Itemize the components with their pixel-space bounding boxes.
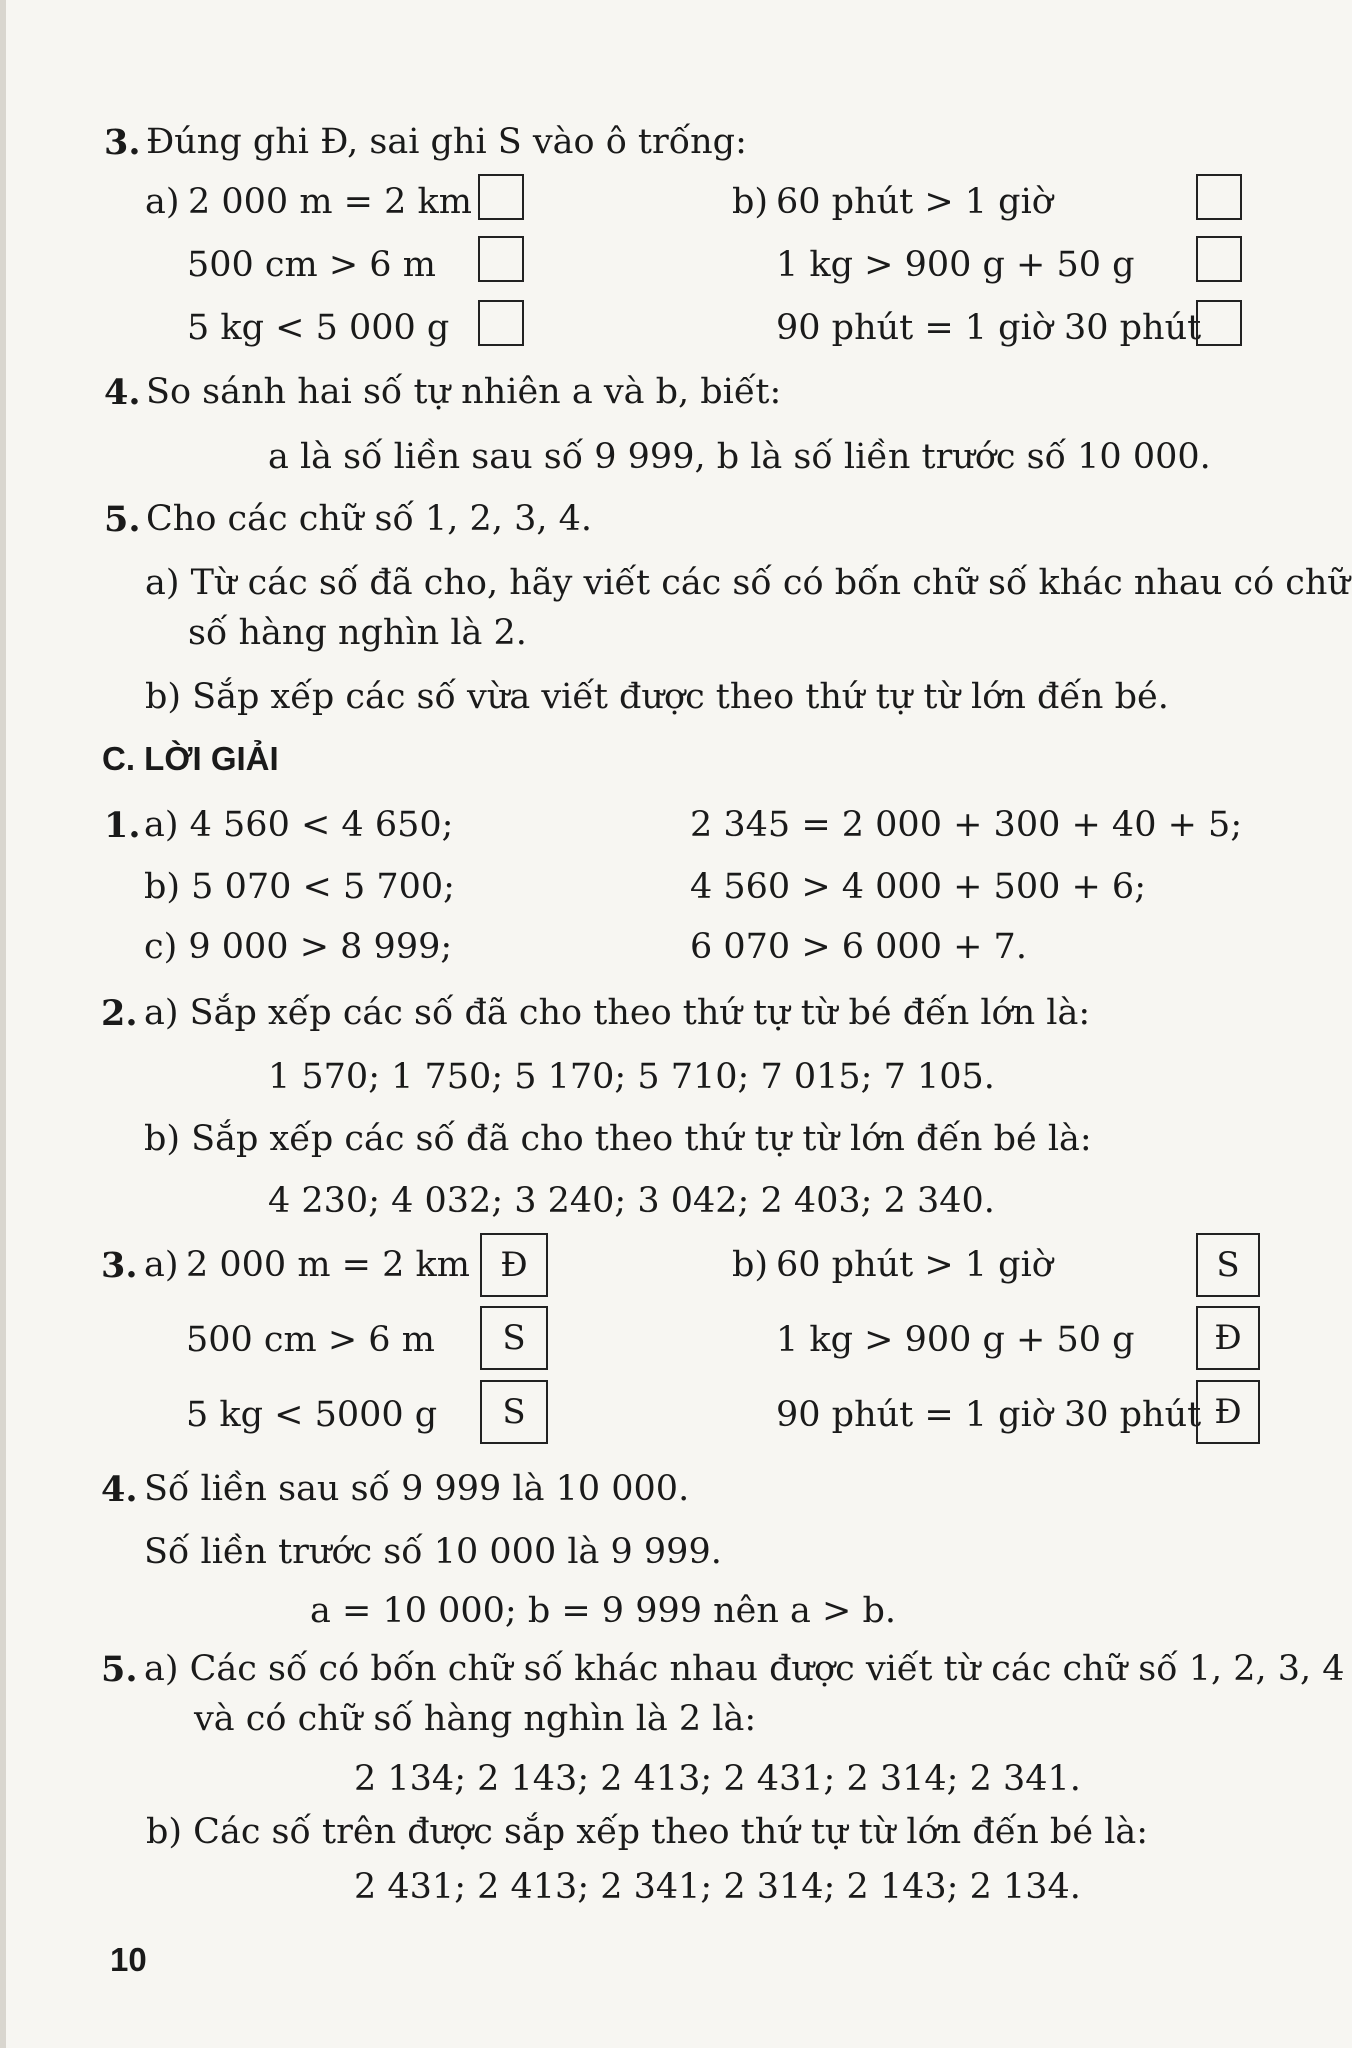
sol3-number: 3.: [101, 1245, 138, 1286]
page-number: 10: [110, 1941, 147, 1978]
sol4-line3: a = 10 000; b = 9 999 nên a > b.: [310, 1591, 897, 1631]
sol3-a-label: a): [144, 1245, 179, 1285]
solutions-heading: C. LỜI GIẢI: [102, 740, 279, 777]
sol1-a: a) 4 560 < 4 650;: [144, 805, 454, 845]
sol2-a-line: a) Sắp xếp các số đã cho theo thứ tự từ bé đến lớn là:: [144, 993, 1091, 1033]
sol4-line2: Số liền trước số 10 000 là 9 999.: [144, 1532, 722, 1572]
answer-box-a2[interactable]: [478, 236, 524, 282]
ex5-a-line2: số hàng nghìn là 2.: [188, 613, 527, 653]
sol5-number: 5.: [101, 1649, 138, 1690]
answer-box-b2[interactable]: [1196, 236, 1242, 282]
ex3-a2: 500 cm > 6 m: [187, 245, 436, 285]
ex3-a1: 2 000 m = 2 km: [188, 182, 472, 222]
answer-box-b1-filled: S: [1196, 1233, 1260, 1297]
sol1-number: 1.: [104, 805, 141, 846]
ex5-prompt: Cho các chữ số 1, 2, 3, 4.: [146, 499, 592, 539]
sol3-a1: 2 000 m = 2 km: [186, 1245, 470, 1285]
ex3-b3: 90 phút = 1 giờ 30 phút: [776, 308, 1202, 348]
ex3-prompt: Đúng ghi Đ, sai ghi S vào ô trống:: [146, 122, 747, 162]
ex4-detail: a là số liền sau số 9 999, b là số liền trước số 10 000.: [268, 437, 1211, 477]
ex5-number: 5.: [104, 499, 141, 540]
sol5-b-line: b) Các số trên được sắp xếp theo thứ tự từ lớn đến bé là:: [146, 1812, 1149, 1852]
answer-box-a3-filled: S: [480, 1380, 548, 1444]
ex3-a3: 5 kg < 5 000 g: [187, 308, 450, 348]
sol1-b: b) 5 070 < 5 700;: [144, 867, 455, 907]
sol2-a-result: 1 570; 1 750; 5 170; 5 710; 7 015; 7 105.: [268, 1057, 995, 1097]
ex5-a-line1: a) Từ các số đã cho, hãy viết các số có bốn chữ số khác nhau có chữ: [145, 563, 1350, 603]
sol5-a-line2: và có chữ số hàng nghìn là 2 là:: [194, 1699, 757, 1739]
sol3-a2: 500 cm > 6 m: [186, 1320, 435, 1360]
answer-box-a1[interactable]: [478, 174, 524, 220]
sol2-number: 2.: [101, 993, 138, 1034]
ex4-prompt: So sánh hai số tự nhiên a và b, biết:: [146, 372, 782, 412]
ex3-b-label: b): [732, 182, 769, 222]
answer-box-b2-filled: Đ: [1196, 1306, 1260, 1370]
sol4-number: 4.: [101, 1469, 138, 1510]
sol1-r3: 6 070 > 6 000 + 7.: [690, 927, 1027, 967]
sol3-b2: 1 kg > 900 g + 50 g: [776, 1320, 1135, 1360]
answer-box-b3-filled: Đ: [1196, 1380, 1260, 1444]
ex3-b2: 1 kg > 900 g + 50 g: [776, 245, 1135, 285]
ex3-a-label: a): [145, 182, 180, 222]
sol4-line1: Số liền sau số 9 999 là 10 000.: [144, 1469, 690, 1509]
ex3-b1: 60 phút > 1 giờ: [776, 182, 1053, 222]
page-edge: [0, 0, 6, 2048]
sol2-b-result: 4 230; 4 032; 3 240; 3 042; 2 403; 2 340.: [268, 1181, 995, 1221]
sol3-b-label: b): [732, 1245, 769, 1285]
sol1-r1: 2 345 = 2 000 + 300 + 40 + 5;: [690, 805, 1243, 845]
sol5-a-line1: a) Các số có bốn chữ số khác nhau được viết từ các chữ số 1, 2, 3, 4: [144, 1649, 1345, 1689]
answer-box-b1[interactable]: [1196, 174, 1242, 220]
answer-box-a2-filled: S: [480, 1306, 548, 1370]
sol1-c: c) 9 000 > 8 999;: [144, 927, 453, 967]
sol3-b3: 90 phút = 1 giờ 30 phút: [776, 1395, 1202, 1435]
answer-box-b3[interactable]: [1196, 300, 1242, 346]
sol3-b1: 60 phút > 1 giờ: [776, 1245, 1053, 1285]
ex5-b-line: b) Sắp xếp các số vừa viết được theo thứ tự từ lớn đến bé.: [145, 677, 1169, 717]
ex4-number: 4.: [104, 372, 141, 413]
ex3-number: 3.: [104, 122, 141, 163]
answer-box-a3[interactable]: [478, 300, 524, 346]
sol2-b-line: b) Sắp xếp các số đã cho theo thứ tự từ lớn đến bé là:: [144, 1119, 1092, 1159]
sol1-r2: 4 560 > 4 000 + 500 + 6;: [690, 867, 1146, 907]
answer-box-a1-filled: Đ: [480, 1233, 548, 1297]
sol3-a3: 5 kg < 5000 g: [186, 1395, 438, 1435]
sol5-b-result: 2 431; 2 413; 2 341; 2 314; 2 143; 2 134.: [354, 1867, 1081, 1907]
sol5-a-result: 2 134; 2 143; 2 413; 2 431; 2 314; 2 341.: [354, 1759, 1081, 1799]
